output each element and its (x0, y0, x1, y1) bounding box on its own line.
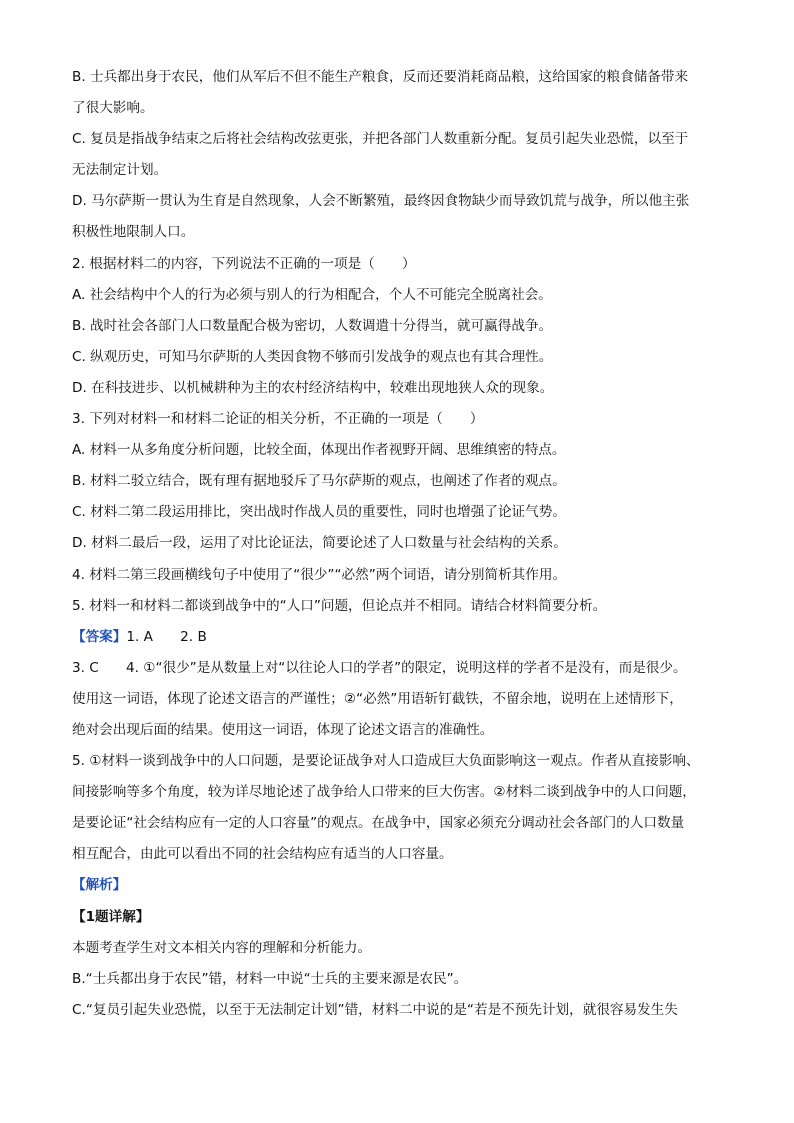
answer-text-line: 3. C 4. ①“很少”是从数量上对“以往论人口的学者”的限定，说明这样的学者不是没有，而是很少。 (72, 659, 687, 676)
answer-label: 【答案】 (72, 628, 127, 645)
detail-text-line: B.“士兵都出身于农民”错，材料一中说“士兵的主要来源是农民”。 (72, 970, 468, 987)
answer-text-line: 绝对会出现后面的结果。使用这一词语，体现了论述文语言的准确性。 (72, 721, 494, 738)
question-4: 4. 材料二第三段画横线句子中使用了“很少”“必然”两个词语，请分别简析其作用。 (72, 566, 567, 583)
analysis-label: 【解析】 (72, 877, 127, 894)
text-line: 了很大影响。 (72, 100, 154, 117)
answer-text-line: 是要论证“社会结构应有一定的人口容量”的观点。在战争中，国家必须充分调动社会各部门的人口数量 (72, 815, 685, 832)
answer-text-line: 使用这一词语，体现了论述文语言的严谨性；②“必然”用语斩钉截铁，不留余地，说明在上述情形下， (72, 690, 683, 707)
option-line: D. 材料二最后一段，运用了对比论证法，简要论述了人口数量与社会结构的关系。 (72, 535, 567, 552)
option-line: A. 材料一从多角度分析问题，比较全面，体现出作者视野开阔、思维缜密的特点。 (72, 442, 566, 459)
detail-text-line: 本题考查学生对文本相关内容的理解和分析能力。 (72, 939, 372, 956)
text-line: 积极性地限制人口。 (72, 224, 195, 241)
detail-text-line: C.“复员引起失业恐慌，以至于无法制定计划”错，材料二中说的是“若是不预先计划，就很容易发生失 (72, 1001, 678, 1018)
answer-line (72, 622, 737, 653)
text-line: D. 马尔萨斯一贯认为生育是自然现象，人会不断繁殖，最终因食物缺少而导致饥荒与战争，所以他主张 (72, 193, 690, 210)
answer-text-line: 5. ①材料一谈到战争中的人口问题，是要论证战争对人口造成巨大负面影响这一观点。作者从直接影响、 (72, 753, 700, 770)
text-line: C. 复员是指战争结束之后将社会结构改弦更张，并把各部门人数重新分配。复员引起失业恐慌，以至于 (72, 131, 689, 148)
text-line: B. 士兵都出身于农民，他们从军后不但不能生产粮食，反而还要消耗商品粮，这给国家的粮食储备带来 (72, 69, 689, 85)
option-line: D. 在科技进步、以机械耕种为主的农村经济结构中，较难出现地狭人众的现象。 (72, 379, 554, 396)
option-line: A. 社会结构中个人的行为必须与别人的行为相配合，个人不可能完全脱离社会。 (72, 286, 552, 303)
question-5: 5. 材料一和材料二都谈到战争中的“人口”问题，但论点并不相同。请结合材料简要分析。 (72, 597, 607, 614)
question-2: 2. 根据材料二的内容，下列说法不正确的一项是（ ） (72, 255, 416, 272)
answer-text-line: 相互配合，由此可以看出不同的社会结构应有适当的人口容量。 (72, 846, 453, 863)
answer-first: 1. A 2. B (126, 628, 207, 645)
option-line: B. 战时社会各部门人口数量配合极为密切，人数调遣十分得当，就可赢得战争。 (72, 317, 553, 334)
document-page (72, 62, 737, 1026)
option-line: C. 纵观历史，可知马尔萨斯的人类因食物不够而引发战争的观点也有其合理性。 (72, 348, 553, 365)
question-3: 3. 下列对材料一和材料二论证的相关分析，不正确的一项是（ ） (72, 411, 484, 428)
detail-label: 【1题详解】 (72, 908, 150, 925)
option-line: B. 材料二驳立结合，既有理有据地驳斥了马尔萨斯的观点，也阐述了作者的观点。 (72, 473, 566, 490)
text-line: 无法制定计划。 (72, 162, 168, 179)
answer-text-line: 间接影响等多个角度，较为详尽地论述了战争给人口带来的巨大伤害。②材料二谈到战争中的人口问题， (72, 784, 696, 801)
option-line: C. 材料二第二段运用排比，突出战时作战人员的重要性，同时也增强了论证气势。 (72, 504, 566, 521)
